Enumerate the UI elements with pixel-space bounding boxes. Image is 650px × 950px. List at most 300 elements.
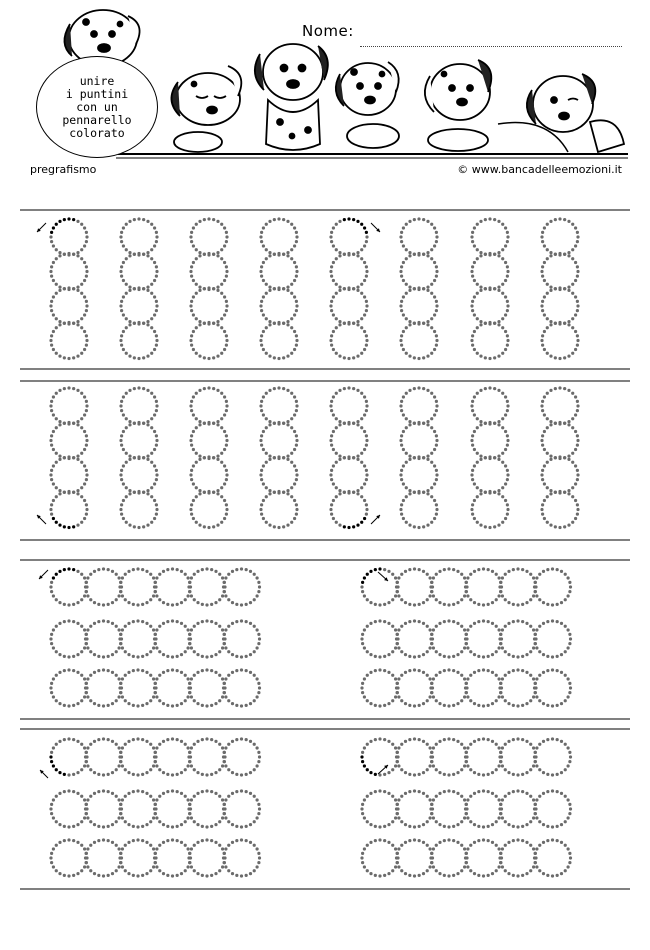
trace-dot (63, 839, 66, 842)
trace-dot (525, 823, 528, 826)
trace-dot (49, 439, 52, 442)
trace-dot (394, 816, 397, 819)
trace-dot (497, 289, 500, 292)
trace-dot (413, 356, 416, 359)
trace-dot (422, 322, 425, 325)
trace-dot (295, 478, 298, 481)
trace-dot (422, 356, 425, 359)
trace-dot (220, 223, 223, 226)
instructions-line-3: con un (76, 99, 118, 114)
trace-dot (365, 400, 368, 403)
trace-dot (567, 389, 570, 392)
trace-dot (400, 444, 403, 447)
trace-dot (58, 841, 61, 844)
trace-dot (564, 674, 567, 677)
trace-dot (128, 254, 131, 257)
trace-dot (534, 852, 537, 855)
trace-dot (365, 444, 368, 447)
trace-dot (356, 251, 359, 254)
trace-dot (63, 356, 66, 359)
trace-dot (405, 495, 408, 498)
trace-dot (76, 489, 79, 492)
trace-dot (400, 844, 403, 847)
trace-dot (534, 691, 537, 694)
trace-dot (176, 568, 179, 571)
trace-dot (115, 820, 118, 823)
trace-dot (435, 265, 438, 268)
trace-dot (293, 448, 296, 451)
trace-dot (273, 387, 276, 390)
trace-dot (253, 598, 256, 601)
trace-dot (277, 357, 280, 360)
trace-dot (378, 838, 381, 841)
trace-dot (223, 464, 226, 467)
trace-dot (417, 321, 420, 324)
trace-dot (452, 669, 455, 672)
trace-dot (504, 573, 507, 576)
trace-dot (507, 841, 510, 844)
trace-dot (365, 404, 368, 407)
trace-dot (84, 585, 87, 588)
trace-dot (479, 354, 482, 357)
trace-dot (120, 469, 123, 472)
trace-dot (86, 695, 89, 698)
trace-dot (443, 773, 446, 776)
trace-dot (563, 387, 566, 390)
trace-dot (207, 421, 210, 424)
trace-dot (538, 650, 541, 653)
trace-dot (125, 461, 128, 464)
trace-dot (190, 576, 193, 579)
trace-dot (408, 389, 411, 392)
trace-dot (55, 820, 58, 823)
trace-dot (282, 491, 285, 494)
trace-dot (538, 625, 541, 628)
trace-dot (391, 820, 394, 823)
trace-dot (58, 792, 61, 795)
trace-dot (473, 601, 476, 604)
trace-dot (277, 455, 280, 458)
trace-dot (498, 637, 501, 640)
trace-dot (117, 847, 120, 850)
trace-dot (205, 825, 208, 828)
trace-dot (391, 625, 394, 628)
trace-dot (52, 348, 55, 351)
trace-dot (540, 473, 543, 476)
trace-dot (506, 508, 509, 511)
trace-dot (142, 287, 145, 290)
trace-dot (120, 300, 123, 303)
trace-dot (258, 686, 261, 689)
trace-dot (430, 812, 433, 815)
trace-dot (512, 655, 515, 658)
trace-dot (245, 620, 248, 623)
trace-dot (214, 872, 217, 875)
trace-dot (258, 856, 261, 859)
trace-dot (72, 491, 75, 494)
trace-dot (189, 404, 192, 407)
trace-dot (438, 653, 441, 656)
trace-dot (257, 590, 260, 593)
trace-dot (195, 495, 198, 498)
trace-dot (220, 283, 223, 286)
trace-dot (391, 598, 394, 601)
trace-dot (85, 334, 88, 337)
trace-dot (476, 486, 479, 489)
trace-dot (125, 392, 128, 395)
trace-dot (356, 489, 359, 492)
trace-dot (55, 674, 58, 677)
trace-dot (506, 339, 509, 342)
trace-dot (149, 650, 152, 653)
trace-dot (286, 489, 289, 492)
trace-dot (365, 478, 368, 481)
trace-dot (471, 434, 474, 437)
trace-dot (329, 473, 332, 476)
trace-dot (541, 478, 544, 481)
trace-dot (361, 751, 364, 754)
trace-dot (265, 248, 268, 251)
trace-dot (111, 622, 114, 625)
trace-dot (360, 223, 363, 226)
trace-dot (180, 841, 183, 844)
trace-dot (67, 217, 70, 220)
trace-dot (225, 444, 228, 447)
trace-dot (166, 669, 169, 672)
trace-dot (255, 764, 258, 767)
trace-dot (153, 330, 156, 333)
trace-dot (479, 320, 482, 323)
trace-dot (184, 699, 187, 702)
trace-dot (171, 655, 174, 658)
trace-dot (400, 409, 403, 412)
trace-dot (207, 357, 210, 360)
trace-dot (153, 585, 156, 588)
trace-dot (491, 792, 494, 795)
trace-dot (145, 702, 148, 705)
trace-dot (124, 573, 127, 576)
trace-dot (447, 704, 450, 707)
trace-dot (493, 387, 496, 390)
trace-dot (253, 625, 256, 628)
trace-dot (541, 275, 544, 278)
trace-dot (76, 454, 79, 457)
trace-dot (576, 409, 579, 412)
trace-dot (443, 655, 446, 658)
trace-dot (205, 668, 208, 671)
trace-dot (495, 650, 498, 653)
trace-dot (493, 525, 496, 528)
trace-dot (155, 646, 158, 649)
trace-dot (262, 395, 265, 398)
trace-dot (176, 874, 179, 877)
trace-dot (534, 760, 537, 763)
trace-dot (141, 874, 144, 877)
trace-dot (171, 789, 174, 792)
trace-dot (571, 495, 574, 498)
trace-dot (253, 820, 256, 823)
trace-dot (464, 686, 467, 689)
trace-dot (225, 508, 228, 511)
trace-dot (497, 594, 500, 597)
trace-dot (426, 650, 429, 653)
trace-dot (433, 330, 436, 333)
trace-dot (549, 523, 552, 526)
trace-dot (50, 309, 53, 312)
trace-dot (293, 261, 296, 264)
trace-dot (460, 795, 463, 798)
trace-dot (546, 521, 549, 524)
trace-dot (338, 423, 341, 426)
trace-dot (180, 653, 183, 656)
trace-dot (452, 655, 455, 658)
trace-dot (203, 387, 206, 390)
trace-dot (417, 357, 420, 360)
trace-dot (396, 760, 399, 763)
trace-dot (249, 841, 252, 844)
trace-dot (413, 838, 416, 841)
trace-dot (391, 869, 394, 872)
trace-dot (438, 841, 441, 844)
trace-dot (535, 798, 538, 801)
trace-dot (435, 339, 438, 342)
trace-dot (89, 844, 92, 847)
trace-dot (429, 755, 432, 758)
trace-dot (152, 764, 155, 767)
trace-dot (378, 825, 381, 828)
trace-dot (255, 847, 258, 850)
trace-dot (495, 699, 498, 702)
trace-dot (282, 218, 285, 221)
trace-dot (343, 218, 346, 221)
trace-dot (543, 430, 546, 433)
trace-dot (184, 650, 187, 653)
trace-dot (282, 287, 285, 290)
trace-dot (443, 620, 446, 623)
trace-dot (190, 594, 193, 597)
trace-dot (225, 513, 228, 516)
trace-dot (374, 568, 377, 571)
trace-dot (145, 622, 148, 625)
trace-dot (512, 620, 515, 623)
trace-dot (158, 743, 161, 746)
trace-dot (121, 576, 124, 579)
trace-dot (72, 704, 75, 707)
trace-dot (265, 486, 268, 489)
trace-dot (52, 816, 55, 819)
trace-dot (460, 674, 463, 677)
trace-dot (196, 771, 199, 774)
trace-dot (295, 275, 298, 278)
trace-dot (535, 677, 538, 680)
trace-dot (435, 300, 438, 303)
trace-dot (222, 686, 225, 689)
trace-dot (495, 768, 498, 771)
trace-dot (245, 704, 248, 707)
trace-dot (89, 820, 92, 823)
trace-dot (80, 326, 83, 329)
trace-dot (150, 317, 153, 320)
trace-dot (86, 847, 89, 850)
trace-dot (80, 317, 83, 320)
trace-dot (452, 773, 455, 776)
trace-dot (338, 523, 341, 526)
trace-dot (498, 686, 501, 689)
trace-dot (564, 598, 567, 601)
trace-dot (86, 594, 89, 597)
trace-dot (218, 650, 221, 653)
trace-dot (542, 792, 545, 795)
trace-dot (122, 517, 125, 520)
trace-dot (408, 458, 411, 461)
trace-dot (231, 702, 234, 705)
trace-dot (50, 275, 53, 278)
trace-dot (366, 650, 369, 653)
trace-dot (58, 254, 61, 257)
trace-dot (166, 874, 169, 877)
trace-dot (193, 820, 196, 823)
trace-dot (408, 773, 411, 776)
trace-dot (198, 320, 201, 323)
trace-dot (452, 704, 455, 707)
trace-dot (85, 503, 88, 506)
trace-dot (268, 320, 271, 323)
trace-dot (240, 874, 243, 877)
trace-dot (50, 633, 53, 636)
trace-dot (426, 492, 429, 495)
trace-dot (378, 567, 381, 570)
trace-dot (560, 601, 563, 604)
trace-dot (365, 265, 368, 268)
trace-dot (543, 244, 546, 247)
trace-dot (360, 257, 363, 260)
trace-dot (512, 603, 515, 606)
trace-dot (473, 622, 476, 625)
trace-dot (212, 525, 215, 528)
trace-dot (408, 289, 411, 292)
trace-dot (504, 430, 507, 433)
trace-dot (198, 489, 201, 492)
trace-dot (397, 695, 400, 698)
trace-dot (145, 792, 148, 795)
trace-dot (477, 825, 480, 828)
trace-dot (356, 389, 359, 392)
trace-dot (546, 486, 549, 489)
trace-dot (507, 823, 510, 826)
trace-dot (507, 872, 510, 875)
trace-dot (166, 825, 169, 828)
trace-dot (63, 620, 66, 623)
trace-dot (149, 598, 152, 601)
trace-dot (491, 671, 494, 674)
trace-dot (255, 677, 258, 680)
trace-dot (158, 768, 161, 771)
trace-dot (335, 257, 338, 260)
trace-dot (186, 798, 189, 801)
trace-dot (201, 790, 204, 793)
trace-dot (120, 513, 123, 516)
trace-dot (504, 598, 507, 601)
trace-dot (152, 865, 155, 868)
trace-dot (150, 495, 153, 498)
trace-dot (225, 309, 228, 312)
trace-dot (469, 820, 472, 823)
trace-dot (223, 581, 226, 584)
trace-dot (85, 861, 88, 864)
trace-dot (397, 816, 400, 819)
trace-dot (171, 619, 174, 622)
trace-dot (293, 330, 296, 333)
trace-dot (133, 456, 136, 459)
trace-dot (118, 755, 121, 758)
trace-dot (569, 755, 572, 758)
trace-dot (97, 790, 100, 793)
trace-dot (72, 790, 75, 793)
trace-dot (507, 653, 510, 656)
trace-dot (482, 773, 485, 776)
trace-dot (141, 655, 144, 658)
trace-dot (369, 740, 372, 743)
trace-dot (72, 655, 75, 658)
trace-dot (361, 812, 364, 815)
trace-dot (470, 439, 473, 442)
trace-dot (154, 691, 157, 694)
trace-dot (476, 392, 479, 395)
trace-dot (153, 313, 156, 316)
trace-dot (80, 625, 83, 628)
trace-dot (397, 576, 400, 579)
trace-dot (400, 265, 403, 268)
trace-dot (538, 795, 541, 798)
trace-dot (574, 295, 577, 298)
trace-dot (335, 352, 338, 355)
trace-dot (452, 568, 455, 571)
trace-dot (195, 426, 198, 429)
trace-dot (223, 751, 226, 754)
trace-dot (50, 513, 53, 516)
trace-dot (430, 861, 433, 864)
trace-dot (158, 869, 161, 872)
trace-dot (529, 674, 532, 677)
trace-dot (408, 603, 411, 606)
trace-dot (122, 279, 125, 282)
trace-dot (541, 265, 544, 268)
trace-dot (150, 352, 153, 355)
trace-dot (216, 285, 219, 288)
trace-dot (216, 254, 219, 257)
trace-dot (549, 254, 552, 257)
trace-dot (223, 430, 226, 433)
trace-dot (286, 254, 289, 257)
trace-dot (187, 637, 190, 640)
trace-dot (360, 637, 363, 640)
trace-dot (432, 695, 435, 698)
trace-dot (473, 671, 476, 674)
trace-dot (187, 807, 190, 810)
trace-dot (67, 619, 70, 622)
trace-dot (422, 456, 425, 459)
trace-dot (473, 482, 476, 485)
trace-dot (124, 820, 127, 823)
trace-dot (438, 570, 441, 573)
trace-dot (476, 461, 479, 464)
trace-dot (127, 823, 130, 826)
trace-dot (360, 352, 363, 355)
trace-dot (338, 354, 341, 357)
trace-dot (332, 448, 335, 451)
trace-dot (443, 704, 446, 707)
trace-dot (399, 270, 402, 273)
